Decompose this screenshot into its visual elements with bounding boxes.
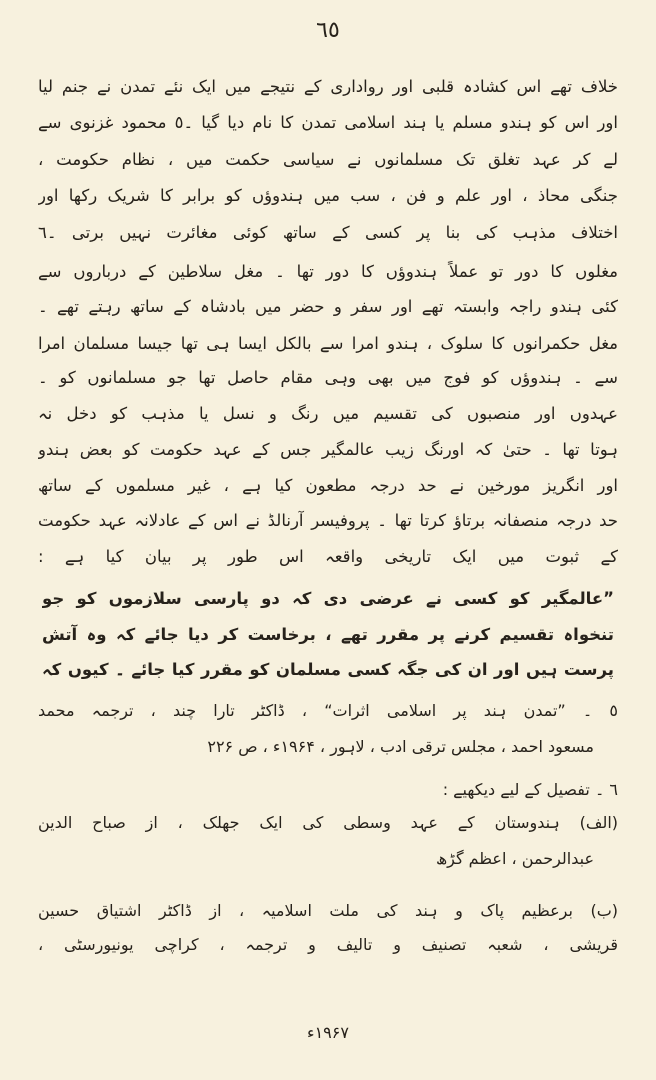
para2-line-3: مغل حکمرانوں کا سلوک ، ہندو امرا سے بالکل ایسا ہی تھا جیسا مسلمان امرا [38, 334, 618, 353]
para2-line-6: ہوتا تھا ۔ حتیٰ کہ اورنگ زیب عالمگیر جس کے عہد حکومت کو بعض ہندو [38, 440, 618, 459]
footnote-6-line-1: ٦ ۔ تفصیل کے لیے دیکھیے : [442, 780, 618, 799]
footnote-5-line-1: ٥ ۔ ”تمدن ہند پر اسلامی اثرات“ ، ڈاکٹر تارا چند ، ترجمہ محمد [38, 701, 618, 720]
footnote-6-line-3: عبدالرحمن ، اعظم گڑھ [435, 849, 594, 868]
quote-line-2: تنخواہ تقسیم کرنے پر مقرر تھے ، برخاست کر دیا جائے کہ وہ آتش [42, 625, 614, 644]
para2-line-1: مغلوں کا دور تو عملاً ہندوؤں کا دور تھا ۔ مغل سلاطین کے درباروں سے [38, 262, 618, 281]
quote-line-1: ”عالمگیر کو کسی نے عرضی دی کہ دو پارسی سلازموں کو جو [42, 589, 614, 608]
footnote-6-line-2: (الف) ہندوستان کے عہد وسطی کی ایک جھلک ، از صباح الدین [38, 813, 618, 832]
footnote-6-line-5: قریشی ، شعبہ تصنیف و تالیف و ترجمہ ، کراچی یونیورسٹی ، [38, 935, 618, 954]
footnote-6-year: ۱۹۶۷ء [307, 1023, 349, 1042]
para1-line-5: اختلاف مذہب کی بنا پر کسی کے ساتھ کوئی مغائرت نہیں برتی ۔٦ [38, 223, 618, 242]
footnote-5-line-2: مسعود احمد ، مجلس ترقی ادب ، لاہور ، ۱۹۶۴ء ، ص ۲۲۶ [207, 737, 594, 756]
para2-line-5: عہدوں اور منصبوں کی تقسیم میں رنگ و نسل یا مذہب کو دخل نہ [38, 404, 618, 423]
footnote-6-line-4: (ب) برعظیم پاک و ہند کی ملت اسلامیہ ، از ڈاکٹر اشتیاق حسین [38, 901, 618, 920]
quote-line-3: پرست ہیں اور ان کی جگہ کسی مسلمان کو مقرر کیا جائے ۔ کیوں کہ [42, 660, 614, 679]
para1-line-2: اور اس کو ہندو مسلم یا ہند اسلامی تمدن کا نام دیا گیا ۔٥ محمود غزنوی سے [38, 113, 618, 132]
page-number: ٦٥ [316, 18, 340, 43]
para1-line-1: خلاف تھے اس کشادہ قلبی اور رواداری کے نتیجے میں ایک نئے تمدن نے جنم لیا [38, 77, 618, 96]
para2-line-2: کئی ہندو راجہ وابستہ تھے اور سفر و حضر میں بادشاہ کے ساتھ رہتے تھے ۔ [38, 297, 618, 316]
para1-line-3: لے کر عہد تغلق تک مسلمانوں نے سیاسی حکمت میں ، نظام حکومت ، [38, 150, 618, 169]
para2-line-4: سے ۔ ہندوؤں کو فوج میں بھی وہی مقام حاصل تھا جو مسلمانوں کو ۔ [38, 368, 618, 387]
para2-line-9: کے ثبوت میں ایک تاریخی واقعہ اس طور پر بیان کیا ہے : [38, 547, 618, 566]
para1-line-4: جنگی محاذ ، اور علم و فن ، سب میں ہندوؤں کو برابر کا شریک رکھا اور [38, 186, 618, 205]
para2-line-7: اور انگریز مورخین نے حد درجہ مطعون کیا ہے ، غیر مسلموں کے ساتھ [38, 476, 618, 495]
para2-line-8: حد درجہ منصفانہ برتاؤ کرتا تھا ۔ پروفیسر آرنالڈ نے اس کے عادلانہ عہد حکومت [38, 511, 618, 530]
